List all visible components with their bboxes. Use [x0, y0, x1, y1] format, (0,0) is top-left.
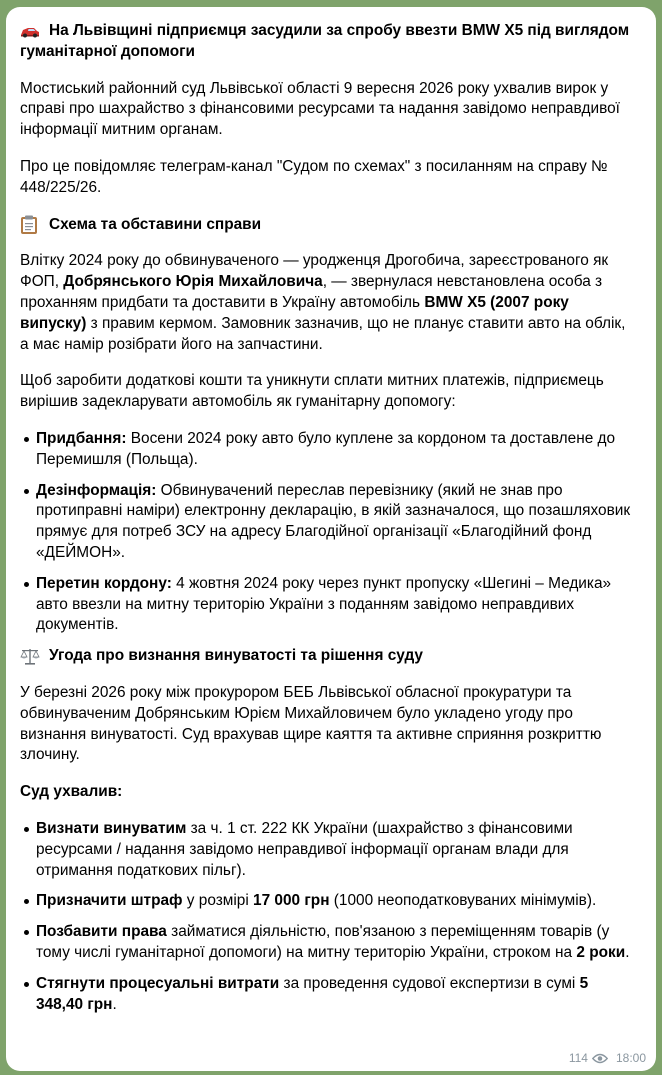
paragraph-background: Влітку 2024 року до обвинуваченого — уродженця Дрогобича, зареєстрованого як ФОП, Добрянського Юрія Михайловича, — звернулася невстановлена особа з проханням придбати та доставити в Україну автомобіль BMW X5 (2007 року випуску) з правим кермом. Замовник зазначив, що не планує ставити авто на облік, а має намір розібрати його на запчастини. — [20, 252, 626, 353]
list-item: Позбавити права займатися діяльністю, пов'язаною з переміщенням товарів (у тому числі гуманітарної допомоги) на митну територію України, строком на 2 роки. — [36, 922, 634, 964]
message-time: 18:00 — [615, 1051, 646, 1065]
scheme-list — [20, 429, 634, 636]
message-meta — [569, 1051, 646, 1065]
eye-icon — [592, 1053, 608, 1064]
section-heading-scheme: Схема та обставини справи — [20, 215, 634, 236]
list-item: Перетин кордону: 4 жовтня 2024 року через пункт пропуску «Шегині – Медика» авто ввезли на митну територію України з поданням завідомо неправдивих документів. — [36, 574, 634, 636]
list-item: Стягнути процесуальні витрати за проведення судової експертизи в сумі 5 348,40 грн. — [36, 974, 634, 1016]
paragraph-intent: Щоб заробити додаткові кошти та уникнути сплати митних платежів, підприємець вирішив задекларувати автомобіль як гуманітарну допомогу: — [20, 372, 604, 411]
list-item: Визнати винуватим за ч. 1 ст. 222 КК України (шахрайство з фінансовими ресурсами / надання завідомо неправдивої інформації органам влади для отримання податкових пільг). — [36, 819, 634, 881]
message-bubble[interactable] — [6, 7, 656, 1071]
clipboard-icon — [20, 215, 40, 235]
list-item: Призначити штраф у розмірі 17 000 грн (1000 неоподатковуваних мінімумів). — [36, 891, 634, 912]
paragraph-court: Мостиський районний суд Львівської області 9 вересня 2026 року ухвалив вирок у справі про шахрайство з фінансовими ресурсами та надання завідомо неправдивої інформації митним органам. — [20, 79, 620, 139]
list-item: Дезінформація: Обвинувачений переслав перевізнику (який не знав про протиправні наміри) електронну декларацію, в якій зазначалося, що позашляховик прямує для потреб ЗСУ на адресу Благодійної організації «Благодійний фонд «ДЕЙМОН». — [36, 481, 634, 564]
view-count: 114 — [568, 1051, 588, 1065]
scales-icon — [20, 647, 40, 665]
section-heading-agreement: Угода про визнання винуватості та рішення суду — [20, 646, 634, 667]
list-item: Придбання: Восени 2024 року авто було куплене за кордоном та доставлене до Перемишля (Польща). — [36, 429, 634, 471]
message-text — [20, 21, 634, 1015]
message-title: На Львівщині підприємця засудили за спробу ввезти BMW X5 під виглядом гуманітарної допомоги — [20, 22, 630, 60]
car-icon — [20, 24, 40, 38]
verdict-list — [20, 819, 634, 1015]
paragraph-verdict-heading: Суд ухвалив: — [20, 783, 123, 801]
paragraph-agreement: У березні 2026 року між прокурором БЕБ Львівської обласної прокуратури та обвинуваченим Добрянським Юрієм Михайловичем було укладено угоду про визнання винуватості. Суд врахував щире каяття та активне сприяння розкриттю злочину. — [20, 683, 602, 764]
paragraph-source: Про це повідомляє телеграм-канал "Судом по схемах" з посиланням на справу № 448/225/26. — [20, 157, 608, 196]
